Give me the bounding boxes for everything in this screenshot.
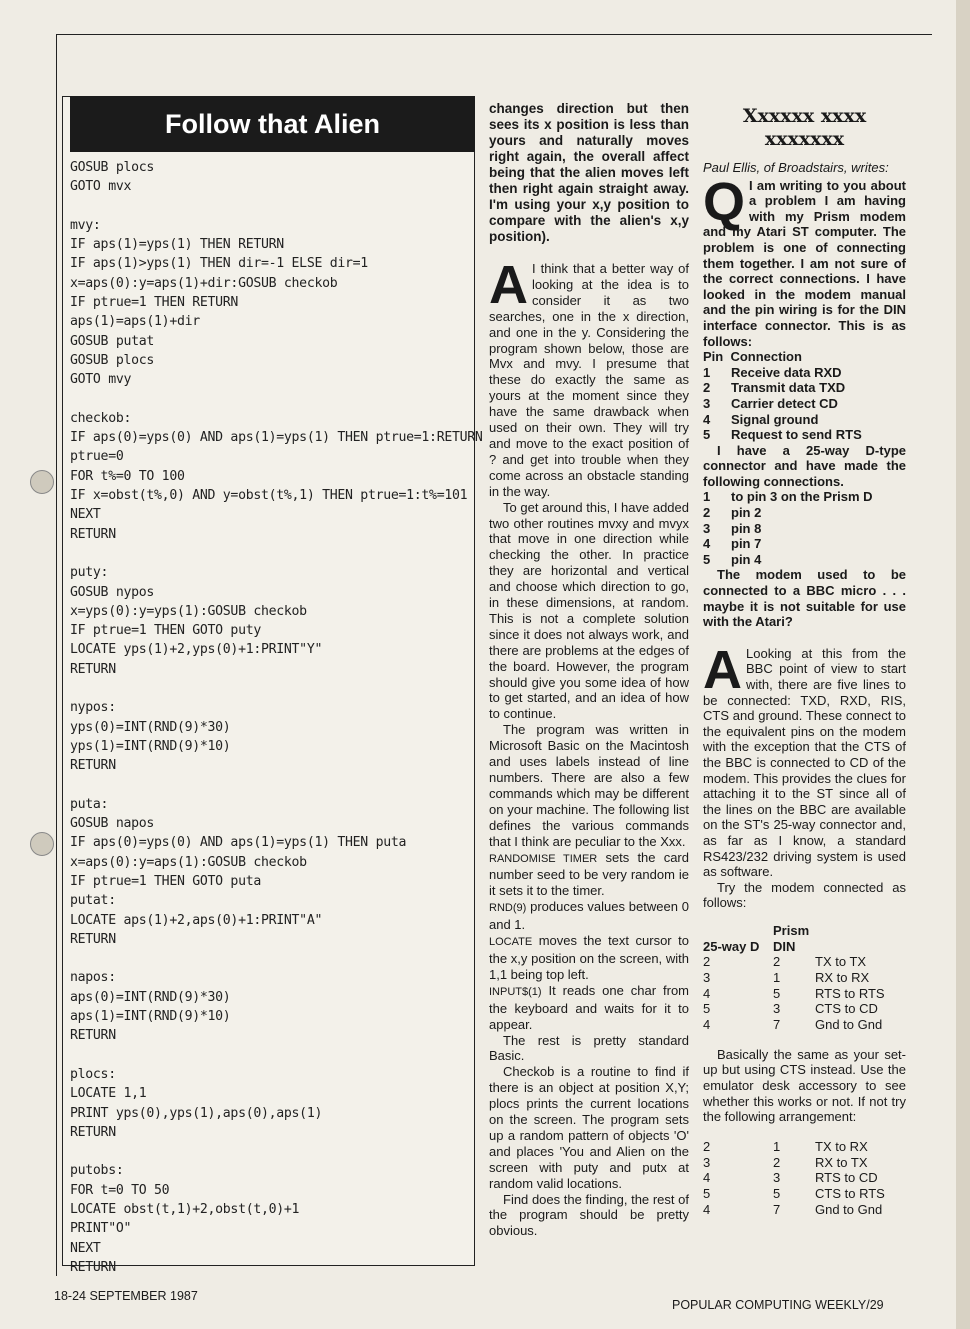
answer-paragraph: The rest is pretty standard Basic. (489, 1032, 689, 1064)
letter-continuation: changes direction but then sees its x position is less than yours and naturally moves right again, the overall affect being that the alien moves left then right again straight away. I'm using your x,y position to compare with the alien's x,y position). (489, 101, 689, 244)
code-line: LOCATE 1,1 (70, 1086, 147, 1102)
table-cell: RX to TX (815, 1154, 868, 1170)
pin-row (703, 380, 906, 396)
pin-row (703, 412, 906, 428)
code-line: IF x=obst(t%,0) AND y=obst(t%,1) THEN ptrue=1:t%=101 (70, 488, 468, 504)
code-line: yps(1)=INT(RND(9)*10) (70, 738, 231, 754)
table-row (703, 1170, 903, 1186)
code-line (70, 197, 470, 216)
code-line: LOCATE aps(1)+2,aps(0)+1:PRINT"A" (70, 912, 323, 928)
code-line: FOR t=0 TO 50 (70, 1182, 170, 1198)
code-line: mvy: (70, 217, 101, 233)
magazine-footer: POPULAR COMPUTING WEEKLY/29 (672, 1298, 884, 1312)
table-cell: 5 (703, 1001, 711, 1017)
pin-row (703, 536, 906, 552)
code-line: nypos: (70, 700, 116, 716)
alternative-connection-table (703, 1139, 903, 1218)
answer-paragraph: The program was written in Microsoft Basic on the Macintosh and uses labels instead of line numbers. There are also a few commands which may be different on your machine. The following list defines the various commands that I think are peculiar to the Xxx. (489, 722, 689, 849)
code-line: GOSUB plocs (70, 160, 155, 175)
table-cell: TX to RX (815, 1138, 868, 1154)
table-header: Prism (773, 922, 810, 938)
code-line: puty: (70, 565, 109, 581)
prism-pin-list (703, 489, 906, 567)
command-def: RANDOMISE TIMER sets the card number seed to be very random ie it sets it to the timer. (489, 849, 689, 899)
code-line: puta: (70, 796, 109, 812)
answer-dropcap: A (489, 255, 528, 315)
code-line (70, 1046, 470, 1065)
answer-paragraph: Try the modem connected as follows: (703, 879, 906, 911)
code-line: ptrue=0 (70, 449, 124, 465)
table-cell: 3 (703, 1154, 711, 1170)
pin-description: pin 2 (731, 505, 762, 521)
pin-row (703, 521, 906, 537)
code-line: RETURN (70, 1259, 116, 1275)
table-cell: TX to TX (815, 954, 867, 970)
answer-paragraph: A I think that a better way of looking at the idea is to consider it as two searches, one in the x direction, and one in the y. Considering the program shown below, those are Mvx and mvy. I presume that these do exactly the same as yours at the moment since they have the same drawback when used on their own. They will try and move to the exact position of ? and get into trouble when they come across an obstacle standing in the way. (489, 255, 689, 499)
table-cell: CTS to RTS (815, 1185, 885, 1201)
code-line: RETURN (70, 931, 116, 947)
code-line: x=aps(0):y=aps(1)+dir:GOSUB checkob (70, 275, 338, 291)
table-row (703, 970, 903, 986)
code-line (70, 1142, 470, 1161)
pin-row (703, 505, 906, 521)
code-line: IF ptrue=1 THEN GOTO puty (70, 623, 261, 639)
answer-paragraph: Checkob is a routine to find if there is an object at position X,Y; plocs prints the current locations on the screen. The program sets up a random pattern of objects 'O' and places 'You and Alien on the screen with puty and putx at random valid locations. (489, 1064, 689, 1191)
table-row (703, 954, 903, 970)
table-row (703, 1155, 903, 1171)
listing-title: Follow that Alien (70, 96, 475, 152)
code-line: GOSUB putat (70, 333, 155, 349)
table-cell: 1 (773, 1138, 781, 1154)
binder-hole (30, 470, 54, 494)
command-def: INPUT$(1) It reads one char from the keyboard and waits for it to appear. (489, 982, 689, 1032)
table-row (703, 1001, 903, 1017)
top-rule (56, 34, 932, 35)
pin-number: 5 (703, 427, 711, 443)
code-line: GOSUB napos (70, 816, 155, 832)
table-header: 25-way D (703, 938, 760, 954)
code-line: NEXT (70, 1240, 101, 1256)
table-cell: 4 (703, 1017, 711, 1033)
code-line: IF ptrue=1 THEN GOTO puta (70, 873, 261, 889)
pin-description: Receive data RXD (731, 364, 842, 380)
pin-list (703, 365, 906, 443)
pin-description: Signal ground (731, 411, 819, 427)
pin-number: 4 (703, 536, 711, 552)
table-row (703, 1139, 903, 1155)
section-heading: Xxxxxx xxxx xxxxxxx (742, 105, 867, 150)
code-line: IF aps(0)=yps(0) AND aps(1)=yps(1) THEN ptrue=1:RETURN (70, 430, 483, 446)
pin-number: 1 (703, 364, 711, 380)
code-line: GOSUB nypos (70, 584, 155, 600)
pin-row (703, 552, 906, 568)
code-line: RETURN (70, 526, 116, 542)
pin-number: 4 (703, 411, 711, 427)
pin-number: 3 (703, 520, 711, 536)
table-cell: 2 (773, 1154, 781, 1170)
code-line: checkob: (70, 410, 132, 426)
table-row (703, 1202, 903, 1218)
middle-column (489, 101, 689, 1239)
pin-number: 2 (703, 380, 711, 396)
code-line: IF aps(1)>yps(1) THEN dir=-1 ELSE dir=1 (70, 256, 368, 272)
table-header: DIN (773, 938, 796, 954)
table-cell: 4 (703, 1170, 711, 1186)
page-spine (956, 0, 970, 1329)
code-line: x=aps(0):y=aps(1):GOSUB checkob (70, 854, 307, 870)
code-line: GOTO mvx (70, 179, 132, 195)
table-cell: 7 (773, 1017, 781, 1033)
pin-number: 1 (703, 489, 711, 505)
code-line: LOCATE yps(1)+2,yps(0)+1:PRINT"Y" (70, 642, 323, 658)
byline: Paul Ellis, of Broadstairs, writes: (703, 160, 889, 175)
table-cell: Gnd to Gnd (815, 1201, 883, 1217)
table-row (703, 1186, 903, 1202)
table-cell: 4 (703, 1201, 711, 1217)
code-line: IF ptrue=1 THEN RETURN (70, 295, 239, 311)
pin-table-header: Pin Connection (703, 349, 802, 365)
table-cell: 2 (773, 954, 781, 970)
answer-paragraph: Basically the same as your set-up but using CTS instead. Use the emulator desk accessory to see whether this works or not. If not try the following arrangement: (703, 1046, 906, 1125)
table-row (703, 986, 903, 1002)
pin-description: to pin 3 on the Prism D (731, 489, 873, 505)
code-line: putobs: (70, 1163, 124, 1179)
code-line: RETURN (70, 661, 116, 677)
table-cell: RTS to CD (815, 1170, 878, 1186)
table-cell: 3 (773, 1170, 781, 1186)
code-line: GOSUB plocs (70, 352, 155, 368)
pin-number: 3 (703, 395, 711, 411)
code-line: IF aps(1)=yps(1) THEN RETURN (70, 237, 284, 253)
table-row (703, 1017, 903, 1033)
code-line: aps(0)=INT(RND(9)*30) (70, 989, 231, 1005)
question-paragraph: The modem used to be connected to a BBC micro . . . maybe it is not suitable for use with the Atari? (703, 567, 906, 630)
table-cell: 2 (703, 1138, 711, 1154)
code-line: aps(1)=INT(RND(9)*10) (70, 1009, 231, 1025)
pin-description: pin 8 (731, 520, 762, 536)
issue-date: 18-24 SEPTEMBER 1987 (54, 1289, 198, 1303)
pin-number: 5 (703, 551, 711, 567)
table-cell: 1 (773, 970, 781, 986)
table-cell: 3 (703, 970, 711, 986)
question-paragraph: Q I am writing to you about a problem I am having with my Prism modem and my Atari ST computer. The problem is one of connecting them together. I am not sure of the correct connections. I have looked in the modem manual and the pin wiring is for the DIN interface connector. This is as follows: (703, 171, 906, 349)
pin-row (703, 396, 906, 412)
question-paragraph: I have a 25-way D-type connector and have made the following connections. (703, 442, 906, 489)
code-line (70, 544, 470, 563)
binder-hole (30, 832, 54, 856)
command-def: RND(9) produces values between 0 and 1. (489, 899, 689, 933)
code-line (70, 390, 470, 409)
table-cell: 5 (773, 985, 781, 1001)
code-line (70, 949, 470, 968)
answer-dropcap: A (703, 639, 742, 700)
code-line: plocs: (70, 1066, 116, 1082)
pin-row (703, 489, 906, 505)
code-line: RETURN (70, 758, 116, 774)
code-line: LOCATE obst(t,1)+2,obst(t,0)+1 (70, 1202, 300, 1218)
code-line: IF aps(0)=yps(0) AND aps(1)=yps(1) THEN puta (70, 835, 407, 851)
table-cell: CTS to CD (815, 1001, 878, 1017)
question-dropcap: Q (703, 171, 746, 232)
pin-description: Carrier detect CD (731, 395, 838, 411)
code-line: napos: (70, 970, 116, 986)
code-line: NEXT (70, 507, 101, 523)
right-column (703, 101, 906, 1217)
command-def: LOCATE moves the text cursor to the x,y position on the screen, with 1,1 being top left. (489, 933, 689, 982)
code-line: aps(1)=aps(1)+dir (70, 314, 200, 330)
code-line (70, 679, 470, 698)
code-line (70, 776, 470, 795)
answer-paragraph: A Looking at this from the BBC point of view to start with, there are five lines to be connected: TXD, RXD, RIS, CTS and ground. These connect to the equivalent pins on the modem with the exception that the CTS of the BBC is connected to CD of the modem. This provides the clues for attaching it to the ST since all of the lines on the BBC are available on the ST's 25-way connector and, as far as I know, a standard RS423/232 driving system is used as software. (703, 639, 906, 880)
pin-description: Request to send RTS (731, 427, 862, 443)
table-cell: RTS to RTS (815, 985, 885, 1001)
code-line: GOTO mvy (70, 372, 132, 388)
code-line: PRINT"O" (70, 1221, 132, 1237)
connection-table (703, 923, 903, 1033)
pin-number: 2 (703, 505, 711, 521)
code-line: PRINT yps(0),yps(1),aps(0),aps(1) (70, 1105, 323, 1121)
table-cell: RX to RX (815, 970, 870, 986)
table-cell: 2 (703, 954, 711, 970)
code-line: yps(0)=INT(RND(9)*30) (70, 719, 231, 735)
pin-row (703, 365, 906, 381)
pin-description: pin 7 (731, 536, 762, 552)
code-line: putat: (70, 893, 116, 909)
pin-description: Transmit data TXD (731, 380, 846, 396)
table-cell: 5 (703, 1185, 711, 1201)
pin-description: pin 4 (731, 551, 762, 567)
table-cell: Gnd to Gnd (815, 1017, 883, 1033)
code-line: RETURN (70, 1124, 116, 1140)
program-listing (70, 158, 483, 1277)
table-cell: 5 (773, 1185, 781, 1201)
code-line: FOR t%=0 TO 100 (70, 468, 185, 484)
answer-paragraph: To get around this, I have added two other routines mvxy and mvyx that move in one direction while checking the other. In practice they are horizontal and vertical and choose which direction to go, in these dimensions, at random. This is not a complete solution since it does not always work, and there are problems at the edges of the board. However, the program should give you some idea of how to get started, and an idea of how to continue. (489, 499, 689, 722)
code-line: x=yps(0):y=yps(1):GOSUB checkob (70, 603, 307, 619)
code-line: RETURN (70, 1028, 116, 1044)
left-rule (56, 34, 57, 1276)
pin-row (703, 427, 906, 443)
table-cell: 3 (773, 1001, 781, 1017)
table-cell: 7 (773, 1201, 781, 1217)
table-cell: 4 (703, 985, 711, 1001)
answer-paragraph: Find does the finding, the rest of the program should be pretty obvious. (489, 1191, 689, 1239)
